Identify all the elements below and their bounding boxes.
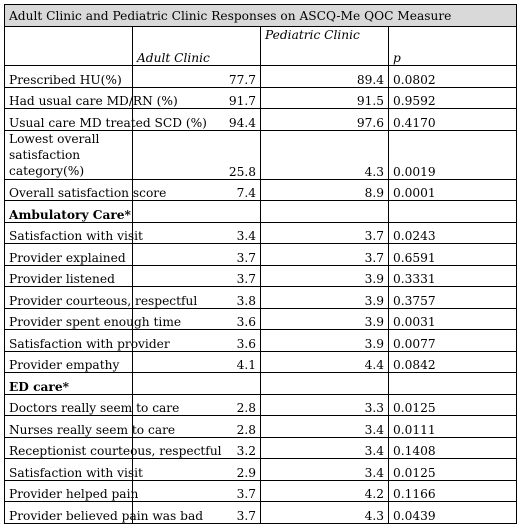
p-value: 0.0243 [389, 222, 517, 244]
p-value: 0.0125 [389, 394, 517, 416]
table-row [5, 265, 517, 287]
adult-clinic-value: 94.4 [133, 109, 261, 131]
empty-cell [389, 373, 517, 395]
adult-clinic-value: 3.8 [133, 287, 261, 309]
pediatric-clinic-value: 3.9 [261, 330, 389, 352]
p-value: 0.0019 [389, 130, 517, 179]
pediatric-clinic-value: 3.9 [261, 287, 389, 309]
table-row [5, 416, 517, 438]
table-row [5, 351, 517, 373]
p-value: 0.3757 [389, 287, 517, 309]
table-row [5, 330, 517, 352]
section-ed-heading: ED care* [5, 373, 133, 395]
table-row [5, 437, 517, 459]
pediatric-clinic-value: 3.7 [261, 222, 389, 244]
row-label: Provider explained [5, 244, 133, 266]
section-ambulatory-row [5, 201, 517, 223]
pediatric-clinic-value: 8.9 [261, 179, 389, 201]
p-value: 0.0031 [389, 308, 517, 330]
p-value: 0.9592 [389, 87, 517, 109]
adult-clinic-value: 3.7 [133, 244, 261, 266]
p-value: 0.1166 [389, 480, 517, 502]
adult-clinic-value: 3.7 [133, 480, 261, 502]
row-label: Satisfaction with visit [5, 222, 133, 244]
p-value: 0.0001 [389, 179, 517, 201]
header-adult-clinic: Adult Clinic [133, 27, 261, 66]
adult-clinic-value: 3.4 [133, 222, 261, 244]
empty-cell [133, 373, 261, 395]
qoc-table-body [5, 5, 517, 524]
pediatric-clinic-value: 4.2 [261, 480, 389, 502]
empty-cell [261, 373, 389, 395]
table-row [5, 87, 517, 109]
table-row [5, 179, 517, 201]
p-value: 0.0802 [389, 66, 517, 88]
adult-clinic-value: 3.6 [133, 330, 261, 352]
adult-clinic-value: 3.2 [133, 437, 261, 459]
table-row [5, 222, 517, 244]
adult-clinic-value: 25.8 [133, 130, 261, 179]
row-label: Had usual care MD/RN (%) [5, 87, 133, 109]
pediatric-clinic-value: 3.4 [261, 437, 389, 459]
p-value: 0.0842 [389, 351, 517, 373]
row-label: Prescribed HU(%) [5, 66, 133, 88]
p-value: 0.0077 [389, 330, 517, 352]
table-row [5, 308, 517, 330]
pediatric-clinic-value: 91.5 [261, 87, 389, 109]
table-row [5, 394, 517, 416]
row-label: Provider believed pain was bad [5, 502, 133, 524]
adult-clinic-value: 2.8 [133, 394, 261, 416]
adult-clinic-value: 3.6 [133, 308, 261, 330]
qoc-table-container [4, 4, 517, 524]
adult-clinic-value: 4.1 [133, 351, 261, 373]
row-label: Usual care MD treated SCD (%) [5, 109, 133, 131]
table-row [5, 130, 517, 179]
table-title: Adult Clinic and Pediatric Clinic Responses on ASCQ-Me QOC Measure [5, 5, 517, 27]
table-row [5, 480, 517, 502]
row-label: Lowest overall satisfaction category(%) [5, 130, 133, 179]
p-value: 0.3331 [389, 265, 517, 287]
adult-clinic-value: 3.7 [133, 502, 261, 524]
row-label: Receptionist courteous, respectful [5, 437, 133, 459]
pediatric-clinic-value: 89.4 [261, 66, 389, 88]
p-value: 0.0125 [389, 459, 517, 481]
pediatric-clinic-value: 3.9 [261, 265, 389, 287]
p-value: 0.4170 [389, 109, 517, 131]
section-ed-row [5, 373, 517, 395]
row-label: Provider empathy [5, 351, 133, 373]
row-label: Satisfaction with visit [5, 459, 133, 481]
header-row [5, 27, 517, 66]
p-value: 0.0111 [389, 416, 517, 438]
table-row [5, 287, 517, 309]
pediatric-clinic-value: 97.6 [261, 109, 389, 131]
pediatric-clinic-value: 4.4 [261, 351, 389, 373]
section-ambulatory-heading: Ambulatory Care* [5, 201, 133, 223]
row-label: Satisfaction with provider [5, 330, 133, 352]
row-label: Provider spent enough time [5, 308, 133, 330]
row-label: Provider helped pain [5, 480, 133, 502]
pediatric-clinic-value: 3.9 [261, 308, 389, 330]
pediatric-clinic-value: 3.4 [261, 459, 389, 481]
header-p-value: p [389, 27, 517, 66]
table-row [5, 66, 517, 88]
empty-cell [389, 201, 517, 223]
row-label: Provider listened [5, 265, 133, 287]
pediatric-clinic-value: 3.7 [261, 244, 389, 266]
qoc-table [4, 4, 517, 524]
header-pediatric-clinic: Pediatric Clinic [261, 27, 389, 66]
p-value: 0.0439 [389, 502, 517, 524]
table-row [5, 502, 517, 524]
adult-clinic-value: 7.4 [133, 179, 261, 201]
table-row [5, 109, 517, 131]
pediatric-clinic-value: 3.4 [261, 416, 389, 438]
adult-clinic-value: 77.7 [133, 66, 261, 88]
row-label: Overall satisfaction score [5, 179, 133, 201]
table-row [5, 459, 517, 481]
row-label: Nurses really seem to care [5, 416, 133, 438]
title-row [5, 5, 517, 27]
p-value: 0.1408 [389, 437, 517, 459]
row-label: Doctors really seem to care [5, 394, 133, 416]
table-row [5, 244, 517, 266]
pediatric-clinic-value: 3.3 [261, 394, 389, 416]
adult-clinic-value: 3.7 [133, 265, 261, 287]
row-label: Provider courteous, respectful [5, 287, 133, 309]
empty-cell [261, 201, 389, 223]
adult-clinic-value: 2.8 [133, 416, 261, 438]
p-value: 0.6591 [389, 244, 517, 266]
adult-clinic-value: 2.9 [133, 459, 261, 481]
empty-cell [133, 201, 261, 223]
pediatric-clinic-value: 4.3 [261, 130, 389, 179]
header-label-cell [5, 27, 133, 66]
pediatric-clinic-value: 4.3 [261, 502, 389, 524]
adult-clinic-value: 91.7 [133, 87, 261, 109]
